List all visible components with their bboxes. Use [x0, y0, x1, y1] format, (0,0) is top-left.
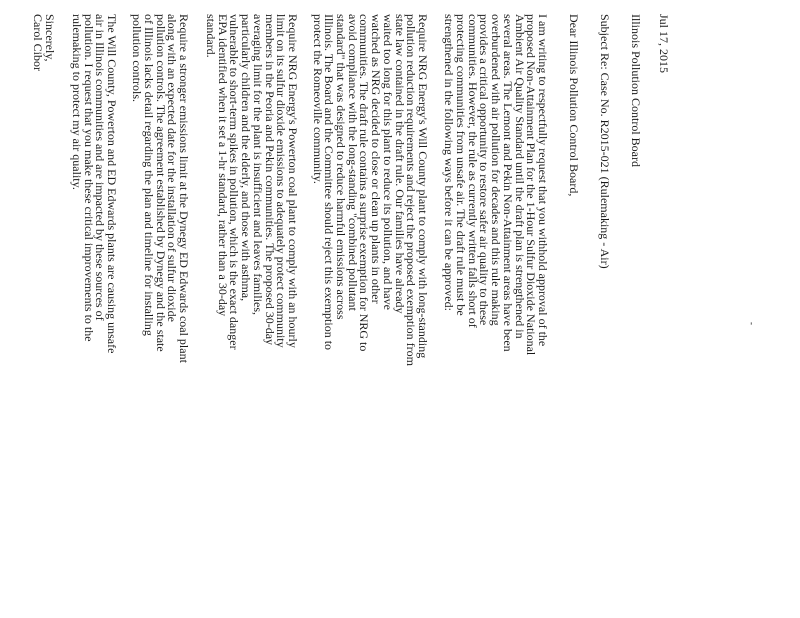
text-line: EPA identified when it set a 1-hr standard, rather than a 30-day — [215, 14, 230, 317]
text-line: communities. However, the rule as currently written falls short of — [465, 14, 480, 328]
text-line: members in the Peoria and Pekin communities. The proposed 30-day — [262, 14, 277, 346]
text-line: Require a stronger emissions limit at the Dynegy ED Edwards coal plant — [177, 14, 191, 363]
text-line: watched as NRG decided to close or clean up plants in other — [369, 14, 384, 304]
paragraph-powerton — [204, 14, 298, 618]
text-line: communities. The draft rule contains a surprise exemption for NRG to — [357, 14, 372, 352]
text-line: waited too long for this plant to reduce its pollution, and have — [380, 14, 395, 310]
text-line: Require NRG Energy's Powerton coal plant to comply with an hourly — [286, 14, 300, 348]
text-line: protecting communities from unsafe air. The draft rule must be — [454, 14, 469, 316]
closing: Sincerely, — [43, 14, 57, 62]
text-line: proposed Non-Attainment Plan for the 1-Hour Sulfur Dioxide National — [524, 14, 539, 356]
text-line: averaging limit for the plant is insufficient and leaves families, — [250, 14, 265, 316]
text-line: The Will County, Powerton and ED Edwards plants are causing unsafe — [105, 14, 119, 354]
text-line: limit on its sulfur dioxide emissions to adequately protect community — [274, 14, 289, 348]
text-line: overburdened with air pollution for decades and this rule making — [489, 14, 504, 326]
text-line: along with an expected date for the installation of sulfur dioxide — [165, 14, 180, 322]
text-line: pollution controls. — [130, 14, 145, 102]
text-line: rulemaking to protect my air quality. — [69, 14, 84, 190]
text-line: particularly children and the elderly, and those with asthma, — [239, 14, 254, 302]
text-line: pollution controls. The agreement established by Dynegy and the state — [153, 14, 168, 352]
text-line: avoid compliance with the long-standing "combined pollutant — [345, 14, 360, 311]
salutation: Dear Illinois Pollution Control Board, — [567, 14, 581, 197]
paragraph-intro — [443, 14, 548, 604]
text-line: provides a critical opportunity to restore safer air quality to these — [477, 14, 492, 326]
letter-date: Jul 17, 2015 — [657, 14, 671, 74]
text-line: several areas. The Lemont and Pekin Non-Attainment areas have been — [500, 14, 515, 352]
paragraph-will-county — [311, 14, 428, 618]
paragraph-ed-edwards — [130, 14, 189, 618]
text-line: Ambient Air Quality Standard until the draft plan is strengthened in — [512, 14, 527, 339]
text-line: air in Illinois communities and are impacted by these sources of — [93, 14, 108, 321]
text-line: Illinois. The Board and the Committee should reject this exemption to — [322, 14, 337, 351]
text-line: pollution reduction requirements and reject the proposed exemption from — [404, 14, 419, 366]
text-line: vulnerable to short-term spikes in pollution, which is the exact danger — [227, 14, 242, 350]
subject-line: Subject Re: Case No. R2015-021 (Rulemaking - Air) — [598, 14, 612, 269]
text-line: state law contained in the draft rule. Our families have already — [392, 14, 407, 314]
text-line: standard" that was designed to reduce harmful emissions across — [334, 14, 349, 320]
signature-name: Carol Cibor — [31, 14, 45, 71]
page-mark: - — [747, 322, 757, 325]
paragraph-closing — [70, 14, 117, 618]
text-line: standard. — [204, 14, 219, 58]
text-line: Require NRG Energy's Will County plant to comply with long-standing — [416, 14, 430, 359]
text-line: protect the Romeoville community. — [310, 14, 325, 184]
text-line: pollution. I request that you make these critical improvements to the — [81, 14, 96, 342]
text-line: of Illinois lacks detail regarding the plan and timeline for installing — [141, 14, 156, 336]
text-line: strengthened in the following ways before it can be approved: — [442, 14, 457, 311]
recipient: Illinois Pollution Control Board — [629, 14, 643, 168]
text-line: I am writing to respectfully request that you withhold approval of the — [536, 14, 550, 347]
